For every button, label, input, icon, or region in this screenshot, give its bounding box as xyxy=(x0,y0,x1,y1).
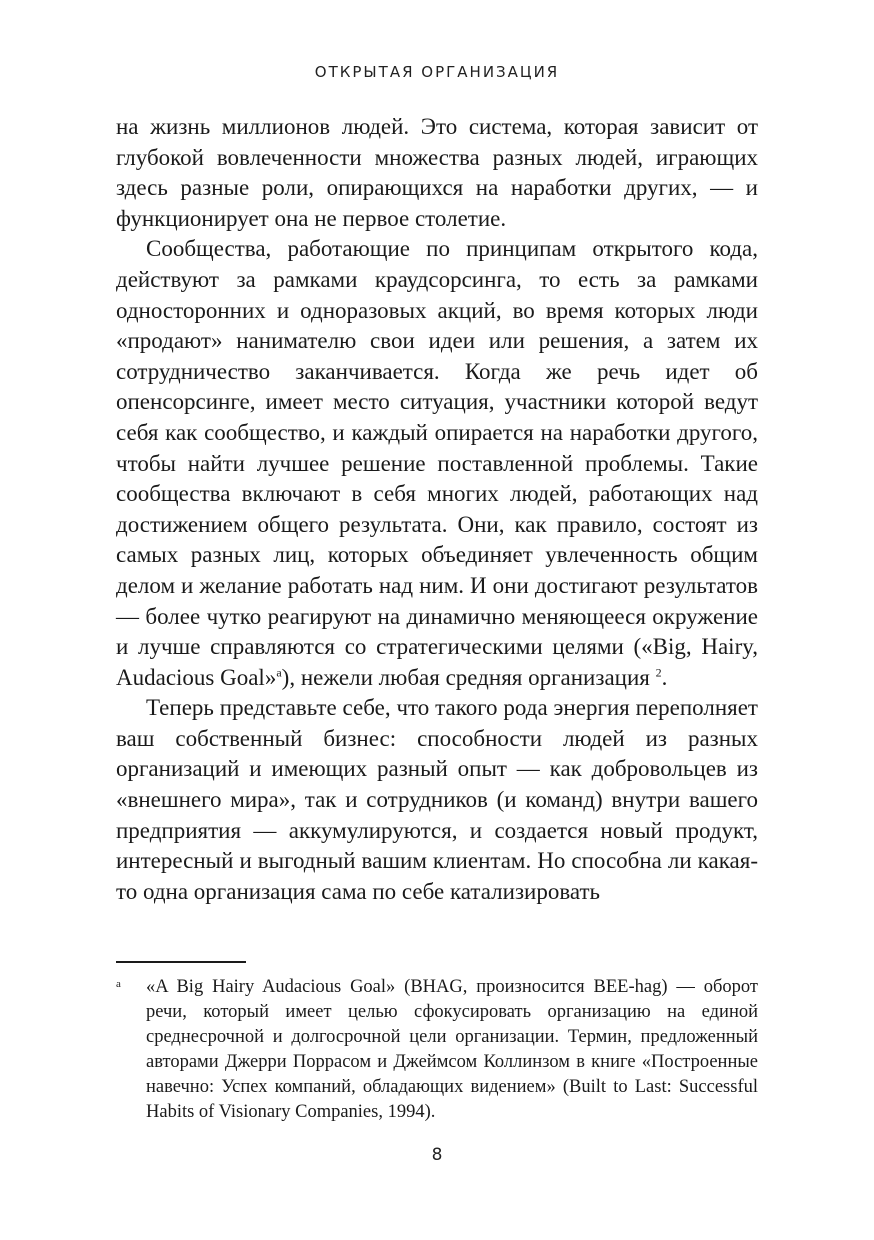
page-number: 8 xyxy=(431,1145,443,1165)
footnote-divider xyxy=(116,961,246,963)
paragraph-2-text: Сообщества, работающие по принципам открытого кода, действуют за рамками краудсорсинга, то есть за рамками односторонних и одноразовых акций, во время которых люди «продают» нанимателю свои идеи или решения, а затем их сотрудничество заканчивается. Когда же речь идет об опенсорсинге, имеет место ситуация, участники которой ведут себя как сообщество, и каждый опирается на наработки другого, чтобы найти лучшее решение поставленной проблемы. Такие сообщества включают в себя многих людей, работающих над достижением общего результата. Они, как правило, состоят из самых разных лиц, которых объединяет увлеченность общим делом и желание работать над ним. И они достигают результатов — более чутко реагируют на динамично меняющееся окружение и лучше справляются со стратегическими целями («Big, Hairy, Audacious Goal» xyxy=(116,236,758,690)
main-text xyxy=(116,112,758,907)
running-head-title: ОТКРЫТАЯ ОРГАНИЗАЦИЯ xyxy=(314,63,560,81)
footnote-a xyxy=(116,975,758,1125)
footnote-marker: a xyxy=(116,978,121,990)
paragraph-1: на жизнь миллионов людей. Это система, которая зависит от глубокой вовлеченности множества разных людей, играющих здесь разные роли, опирающихся на наработки других, — и функционирует она не первое столетие. xyxy=(116,114,758,231)
endnote-reference-2: 2 xyxy=(655,665,662,680)
paragraph-2-end: . xyxy=(661,664,668,690)
footnote-text: «A Big Hairy Audacious Goal» (BHAG, произносится BEE-hag) — оборот речи, который имеет целью сфокусировать организацию на единой среднесрочной и долгосрочной цели организации. Термин, предложенный авторами Джерри Поррасом и Джеймсом Коллинзом в книге «Построенные навечно: Успех компаний, обладающих видением» (Built to Last: Successful Habits of Visionary Companies, 1994). xyxy=(146,977,758,1122)
paragraph-3: Теперь представьте себе, что такого рода энергия переполняет ваш собственный бизнес: способности людей из разных организаций и имеющих разный опыт — как добровольцев из «внешнего мира», так и сотрудников (и команд) внутри вашего предприятия — аккумулируются, и создается новый продукт, интересный и выгодный вашим клиентам. Но способна ли какая-то одна организация сама по себе катализировать xyxy=(116,695,758,904)
paragraph-2 xyxy=(116,234,758,693)
footnote-reference-a: a xyxy=(276,665,282,680)
paragraph-2-middle: ), нежели любая средняя организация xyxy=(281,664,650,690)
